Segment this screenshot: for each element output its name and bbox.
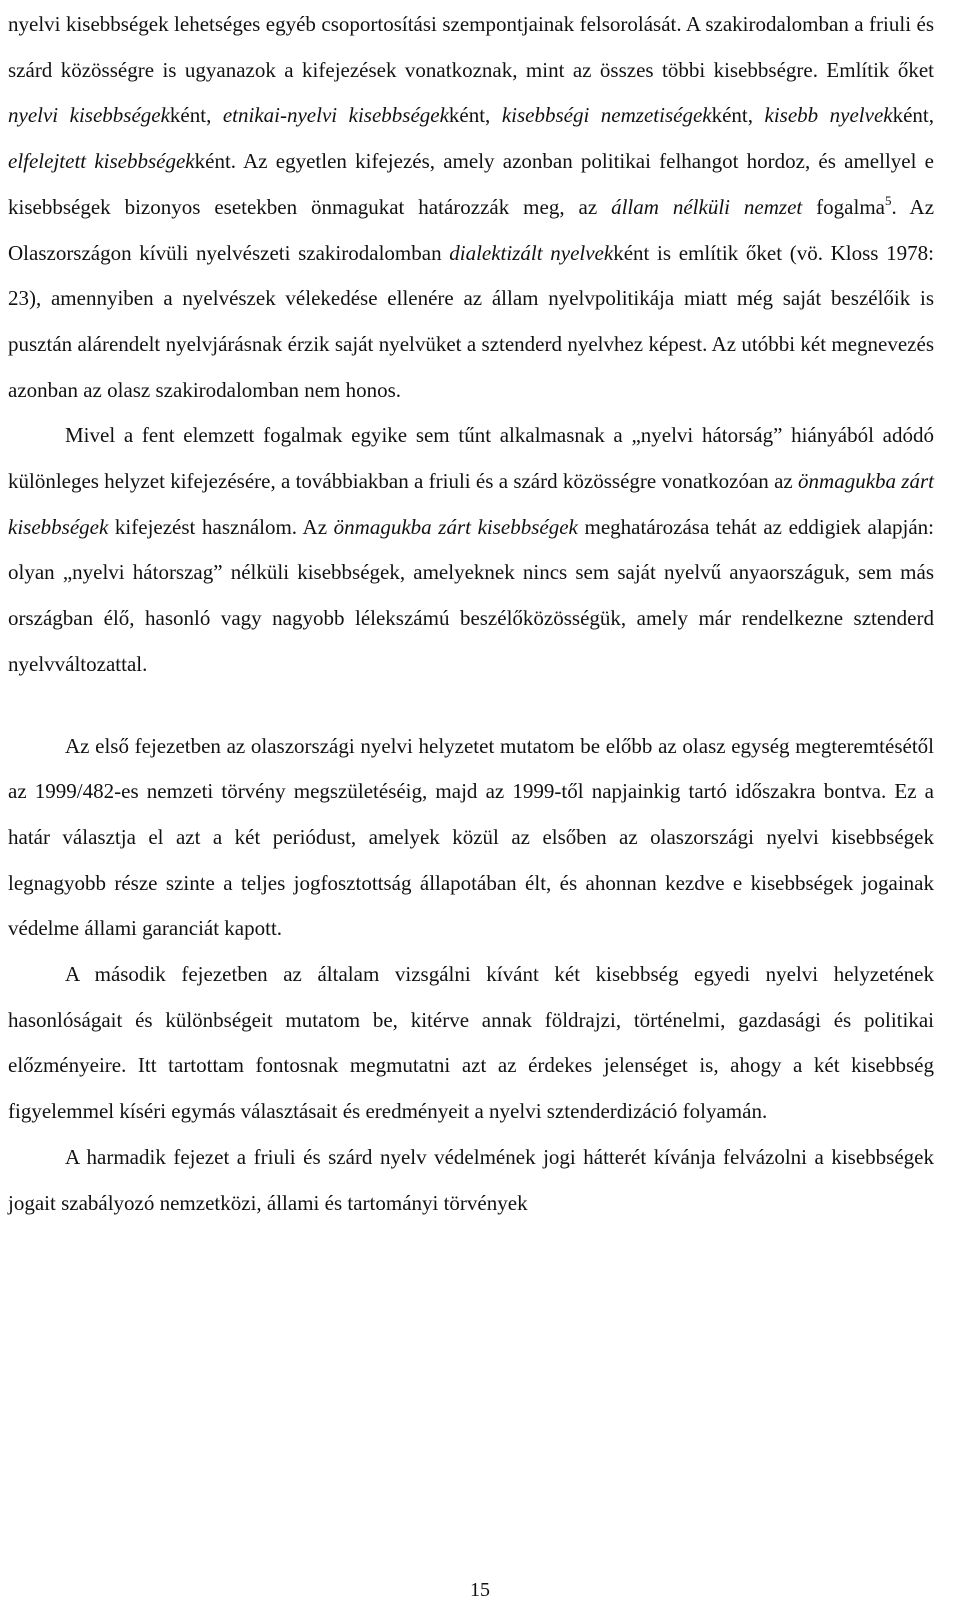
document-page [8, 2, 934, 1226]
italic-term: dialektizált nyelvek [449, 240, 614, 265]
text-run: ként, [169, 103, 223, 128]
italic-term: etnikai-nyelvi kisebbségek [222, 103, 449, 128]
text-run: nyelvi kisebbségek lehetséges egyéb csoportosítási szempontjainak felsorolását. A szakirodalomban a friuli és szárd közösségre is ugyanazok a kifejezések vonatkoznak, mint az összes többi kisebbségre. Említik őket [8, 12, 934, 82]
text-run: ként is említik őket (vö. Kloss 1978: 23), amennyiben a nyelvészek vélekedése ellenére az állam nyelvpolitikája miatt még saját beszélőik is pusztán alárendelt nyelvjárásnak érzik saját nyelvüket a sztenderd nyelvhez képest. Az utóbbi két megnevezés azonban az olasz szakirodalomban nem honos. [8, 240, 934, 402]
text-run: ként, [711, 103, 765, 128]
paragraph-chapter-two-summary [8, 952, 934, 1135]
paragraph-chapter-one-summary [8, 724, 934, 953]
footnote-marker: 5 [885, 192, 892, 208]
italic-term: elfelejtett kisebbségek [8, 149, 195, 174]
italic-term: kisebb nyelvek [764, 103, 893, 128]
paragraph-closed-minorities-definition [8, 413, 934, 687]
text-run: Mivel a fent elemzett fogalmak egyike sem tűnt alkalmasnak a „nyelvi hátorság” hiányából adódó különleges helyzet kifejezésére, a továbbiakban a friuli és a szárd közösségre vonatkozóan az [8, 423, 934, 494]
page-number: 15 [470, 1579, 490, 1601]
text-run: Az első fejezetben az olaszországi nyelvi helyzetet mutatom be előbb az olasz egység megteremtésétől az 1999/482-es nemzeti törvény megszületéséig, majd az 1999-től napjainkig tartó időszakra bontva. Ez a határ választja el azt a két periódust, amelyek közül az elsőben az olaszországi nyelvi kisebbségek legnagyobb része szinte a teljes jogfosztottság állapotában élt, és ahonnan kezdve e kisebbségek jogainak védelme állami garanciát kapott. [8, 733, 934, 941]
text-run: ként, [892, 103, 935, 128]
text-run: ként. Az egyetlen kifejezés, amely azonban politikai felhangot hordoz, és amellyel e kisebbségek bizonyos esetekben önmagukat határozzák meg, az [8, 149, 934, 219]
italic-term: nyelvi kisebbségek [8, 103, 170, 128]
italic-term: önmagukba zárt kisebbségek [8, 469, 934, 539]
text-run: fogalma [802, 194, 885, 219]
text-run: . Az Olaszországon kívüli nyelvészeti szakirodalomban [8, 194, 935, 265]
paragraph-minority-terms [8, 2, 934, 413]
italic-term: önmagukba zárt kisebbségek [333, 514, 578, 539]
text-run: A harmadik fejezet a friuli és szárd nyelv védelmének jogi hátterét kívánja felvázolni a kisebbségek jogait szabályozó nemzetközi, állami és tartományi törvények [8, 1144, 934, 1215]
text-run: ként, [448, 103, 502, 128]
paragraph-chapter-three-summary [8, 1135, 934, 1226]
text-run: meghatározása tehát az eddigiek alapján: olyan „nyelvi hátorszag” nélküli kisebbségek, amelyeknek nincs sem saját nyelvű anyaországuk, sem más országban élő, hasonló vagy nagyobb lélekszámú beszélőközösségük, amely már rendelkezne sztenderd nyelvváltozattal. [8, 514, 935, 676]
text-run: kifejezést használom. Az [108, 514, 334, 539]
italic-term: állam nélküli nemzet [611, 194, 803, 219]
italic-term: kisebbségi nemzetiségek [501, 103, 712, 128]
text-run: A második fejezetben az általam vizsgálni kívánt két kisebbség egyedi nyelvi helyzetének hasonlóságait és különbségeit mutatom be, kitérve annak földrajzi, történelmi, gazdasági és politikai előzményeire. Itt tartottam fontosnak megmutatni azt az érdekes jelenséget is, ahogy a két kisebbség figyelemmel kíséri egymás választásait és eredményeit a nyelvi sztenderdizáció folyamán. [8, 962, 934, 1124]
